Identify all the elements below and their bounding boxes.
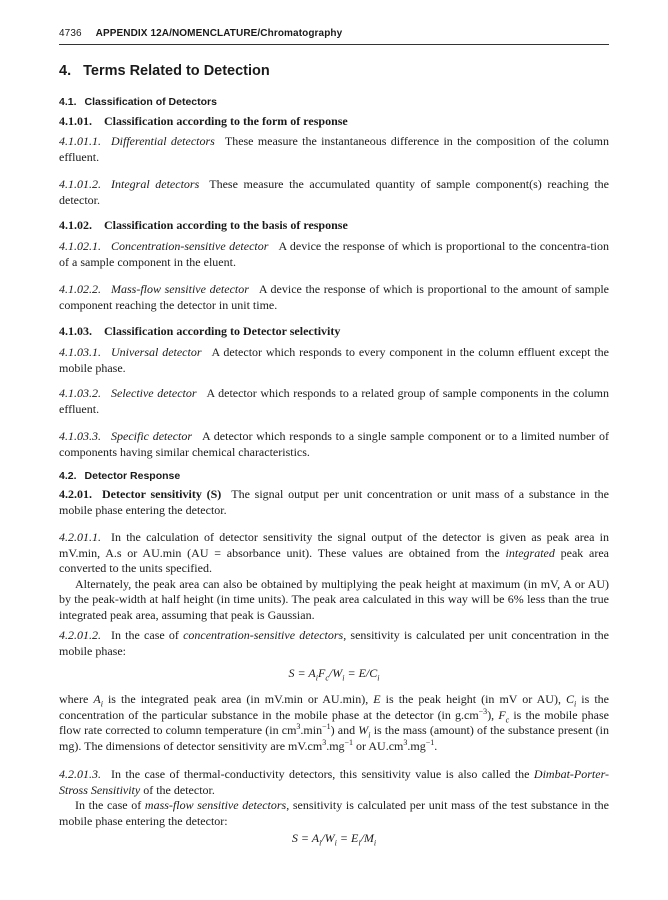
paragraph-id: 4.2.01.3. bbox=[59, 767, 101, 781]
definition-term: Detector sensitivity (S) bbox=[102, 487, 222, 501]
text-run: or AU.cm bbox=[356, 738, 404, 753]
paragraph-continuation: Alternately, the peak area can also be obtained by multiplying the peak height at maximum (in mV, A or AU) by the peak-width at half height (in time units). The peak area calculated in this way will be 6% less than the true integrated peak area, assuming that peak is Gaussian. bbox=[59, 576, 609, 622]
header-rule bbox=[59, 44, 609, 45]
definition-id: 4.2.01. bbox=[59, 487, 92, 501]
definition-4-1-03-3 bbox=[59, 429, 609, 460]
definition-term: Differential detectors bbox=[111, 134, 215, 148]
paragraph-text: of the detector. bbox=[143, 782, 215, 797]
definition-id: 4.1.03.2. bbox=[59, 386, 101, 400]
text-run: where bbox=[59, 692, 89, 706]
running-header bbox=[59, 28, 609, 39]
definition-4-1-03-1 bbox=[59, 345, 609, 376]
text-run: is the mobile phase flow rate corrected to column temperature (in cm bbox=[59, 707, 610, 737]
equation-2: $S = A_i/W_i = E_i/M_i$ bbox=[291, 831, 377, 848]
definition-text: A detector which responds to a single sample component or to a limited number of components having similar chemical characteristics. bbox=[59, 429, 610, 459]
definition-text: A device the response of which is proportional to the concentra-tion of a sample component in the eluent. bbox=[59, 239, 610, 269]
definition-text: A device the response of which is proportional to the amount of sample component reaching the detector in unit time. bbox=[59, 282, 610, 312]
definition-term: Universal detector bbox=[111, 345, 202, 359]
text-run: ) and bbox=[330, 723, 356, 737]
definition-text: A detector which responds to a related group of sample components in the column effluent. bbox=[59, 386, 609, 416]
definition-id: 4.1.01.1. bbox=[59, 134, 101, 148]
definition-id: 4.1.03.3. bbox=[59, 429, 101, 443]
subsection-heading-4-2 bbox=[59, 470, 180, 482]
paragraph-4-2-01-1 bbox=[59, 530, 609, 623]
definition-4-1-01-2 bbox=[59, 177, 609, 208]
definition-id: 4.1.01.2. bbox=[59, 177, 101, 191]
text-run: ), bbox=[487, 707, 495, 722]
emphasis-text: integrated bbox=[505, 545, 555, 560]
text-run: .mg bbox=[407, 738, 426, 753]
paragraph-4-2-01-3 bbox=[59, 767, 609, 829]
definition-id: 4.1.03.1. bbox=[59, 345, 101, 359]
subsection-heading-4-1 bbox=[59, 96, 217, 108]
paragraph-text: In the calculation of detector sensitivity the signal output of the detector is given as peak area in mV.min, A.s or AU.min (AU = absorbance unit). These values are obtained from the bbox=[59, 530, 609, 560]
emphasis-text: mass-flow sensitive detectors bbox=[144, 798, 287, 812]
definition-4-1-03-2 bbox=[59, 386, 609, 417]
definition-id: 4.1.02.1. bbox=[59, 239, 101, 253]
definition-term: Concentration-sensitive detector bbox=[111, 239, 269, 253]
paragraph-text: In the case of bbox=[75, 798, 142, 812]
text-run: is the concentration of the particular substance in the mobile phase at the detector (in g.cm bbox=[59, 692, 609, 722]
subsection-number: 4.2. bbox=[59, 470, 77, 482]
subsection-number: 4.1. bbox=[59, 96, 77, 108]
emphasis-text: concentration-sensitive detectors bbox=[183, 628, 344, 642]
definition-id: 4.1.02.2. bbox=[59, 282, 101, 296]
heading-number: 4.1.03. bbox=[59, 324, 92, 338]
paragraph-id: 4.2.01.2. bbox=[59, 628, 101, 642]
definition-4-1-02-1 bbox=[59, 239, 609, 270]
text-run: is the integrated peak area (in mV.min or AU.min), bbox=[107, 692, 369, 706]
text-run: .min bbox=[300, 723, 323, 737]
text-run: is the peak height (in mV or AU), bbox=[385, 692, 561, 706]
definition-term: Integral detectors bbox=[111, 177, 200, 191]
definition-term: Specific detector bbox=[111, 429, 193, 443]
text-run: .mg bbox=[326, 738, 345, 753]
definition-text: These measure the accumulated quantity of sample component(s) reaching the detector. bbox=[59, 177, 609, 207]
heading-title: Classification according to the form of response bbox=[104, 114, 348, 128]
paragraph-id: 4.2.01.1. bbox=[59, 530, 101, 544]
subsection-title: Classification of Detectors bbox=[84, 96, 217, 108]
paragraph-text: In the case of thermal-conductivity detectors, this sensitivity value is also called the bbox=[111, 767, 530, 781]
definition-text: A detector which responds to every component in the column effluent except the mobile phase. bbox=[59, 345, 609, 375]
definition-term: Mass-flow sensitive detector bbox=[111, 282, 249, 296]
subsection-title: Detector Response bbox=[84, 470, 181, 482]
paragraph-text: peak area converted to the units specified. bbox=[59, 545, 610, 575]
heading-4-1-01 bbox=[59, 114, 348, 129]
text-run: is the mass (amount) of the substance present (in mg). The dimensions of detector sensitivity are mV.cm bbox=[59, 723, 609, 753]
definition-4-1-02-2 bbox=[59, 282, 609, 313]
running-title: APPENDIX 12A/NOMENCLATURE/Chromatography bbox=[95, 28, 343, 39]
emphasis-text: Dimbat-Porter-Stross Sensitivity bbox=[59, 767, 609, 797]
definition-4-1-01-1 bbox=[59, 134, 609, 165]
heading-number: 4.1.02. bbox=[59, 218, 92, 232]
heading-title: Classification according to the basis of response bbox=[104, 218, 348, 232]
section-title: Terms Related to Detection bbox=[83, 63, 270, 79]
heading-title: Classification according to Detector selectivity bbox=[104, 324, 341, 338]
heading-number: 4.1.01. bbox=[59, 114, 92, 128]
paragraph-text: In the case of bbox=[111, 628, 179, 642]
section-heading bbox=[59, 63, 270, 79]
heading-4-1-03 bbox=[59, 324, 340, 339]
paragraph-text: , sensitivity is calculated per unit mass of the test substance in the mobile phase entering the detector: bbox=[59, 798, 609, 828]
definition-text: These measure the instantaneous difference in the composition of the column effluent. bbox=[59, 134, 609, 164]
page-number: 4736 bbox=[59, 28, 82, 39]
definition-4-2-01 bbox=[59, 487, 609, 518]
definition-text: The signal output per unit concentration or unit mass of a substance in the mobile phase entering the detector. bbox=[59, 487, 609, 517]
paragraph-continuation bbox=[59, 798, 609, 829]
section-number: 4. bbox=[59, 63, 72, 79]
definition-term: Selective detector bbox=[111, 386, 197, 400]
heading-4-1-02 bbox=[59, 218, 348, 233]
paragraph-where: where $A_i$ is the integrated peak area (in mV.min or AU.min), E is the peak height (in mV or AU), $C_i$ is the concentration of the particular substance in the mobile phase at the detector (in $g.cm^{-3}$), $F_c$ is the mobile phase flow rate corrected to column temperature (in $cm^3.\min^{-1}$) and $W_i$ is the mass (amount) of the substance present (in mg). The dimensions of detector sensitivity are $mV.cm^3.mg^{-1}$ or $AU.cm^3.mg^{-1}$. bbox=[59, 692, 610, 753]
paragraph-4-2-01-2 bbox=[59, 628, 609, 659]
paragraph-text: , sensitivity is calculated per unit concentration in the mobile phase: bbox=[59, 628, 610, 658]
equation-1: $S = A_iF_c/W_i = E/C_i$ bbox=[288, 666, 380, 683]
